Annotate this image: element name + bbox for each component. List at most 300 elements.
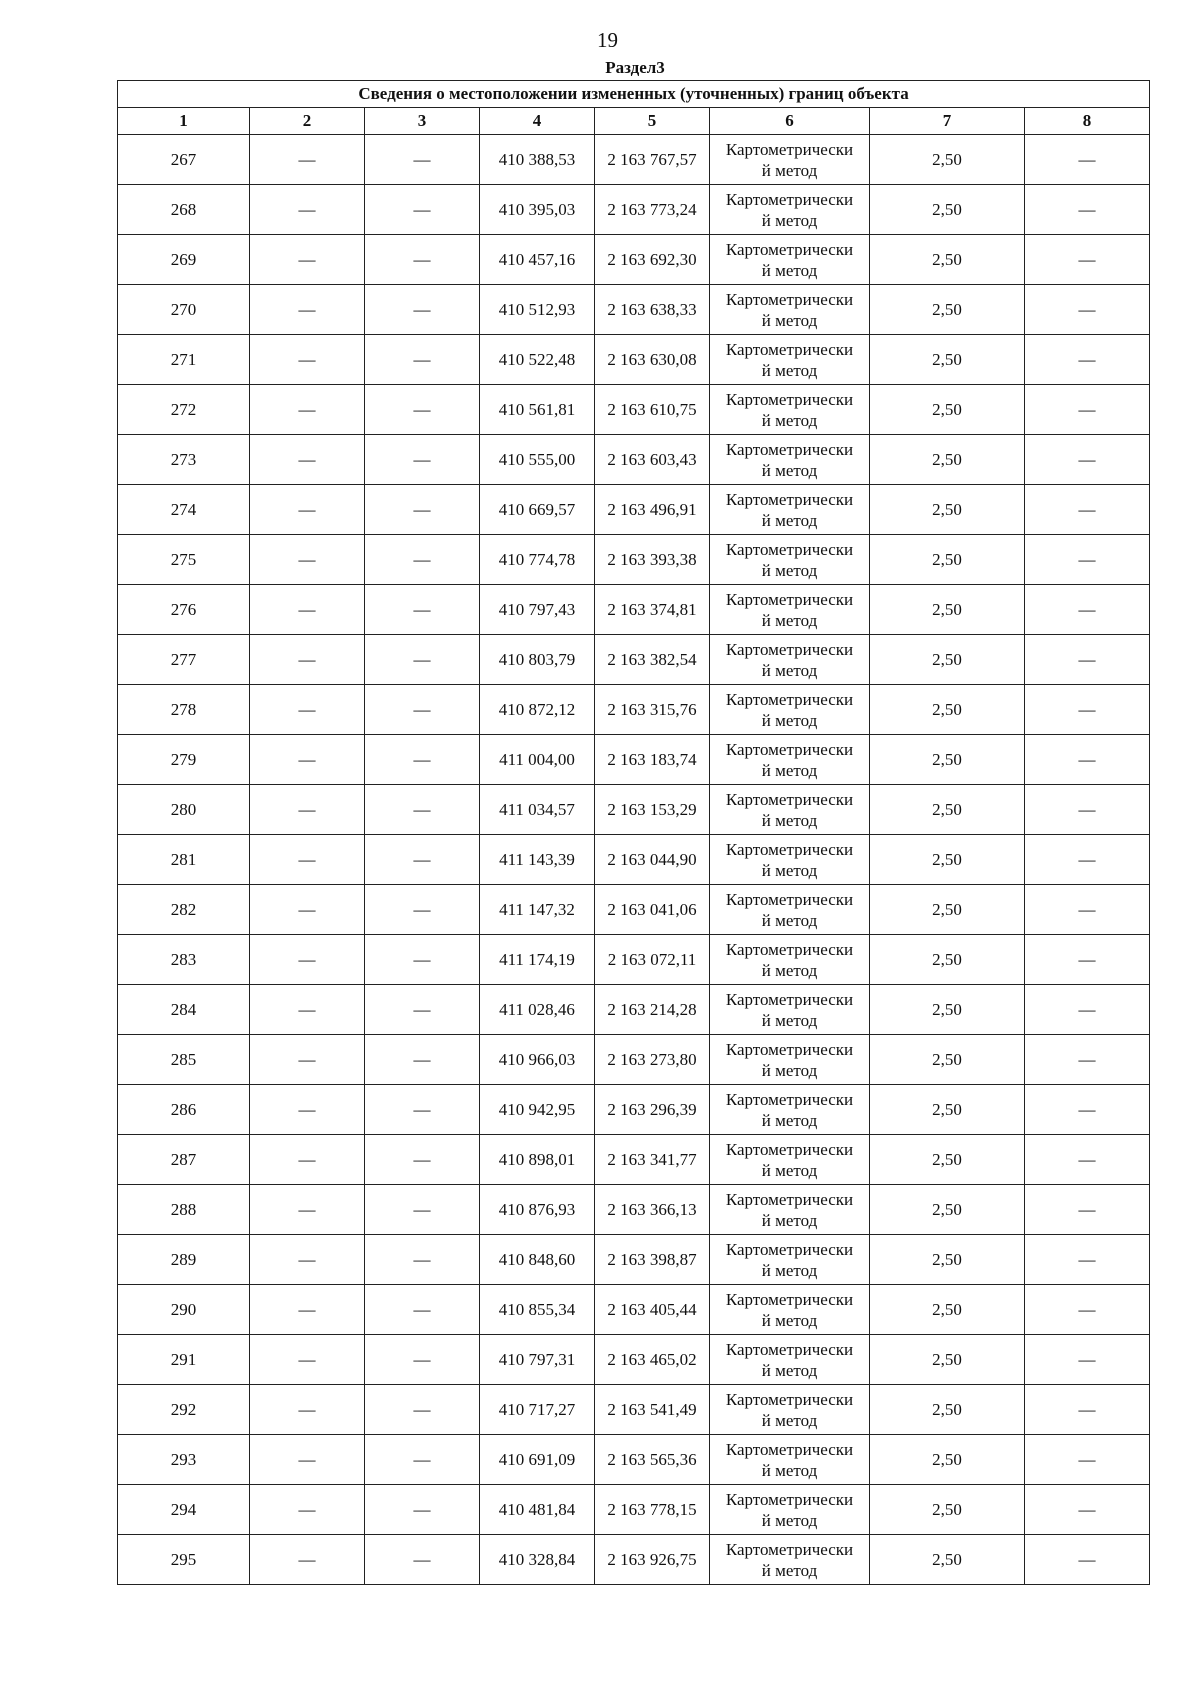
col3-cell: — xyxy=(365,1135,480,1185)
accuracy-cell: 2,50 xyxy=(870,1335,1025,1385)
col8-cell: — xyxy=(1025,285,1150,335)
table-row xyxy=(118,1385,1150,1435)
point-number-cell: 288 xyxy=(118,1185,250,1235)
col8-cell: — xyxy=(1025,185,1150,235)
y-coordinate-cell: 2 163 405,44 xyxy=(595,1285,710,1335)
method-line-2: й метод xyxy=(761,510,818,530)
table-row xyxy=(118,1035,1150,1085)
accuracy-cell: 2,50 xyxy=(870,385,1025,435)
accuracy-cell: 2,50 xyxy=(870,1385,1025,1435)
col2-cell: — xyxy=(250,1035,365,1085)
col2-cell: — xyxy=(250,335,365,385)
method-cell xyxy=(710,1385,870,1435)
method-line-1: Картометрически xyxy=(725,839,854,859)
y-coordinate-cell: 2 163 044,90 xyxy=(595,835,710,885)
y-coordinate-cell: 2 163 778,15 xyxy=(595,1485,710,1535)
column-number: 4 xyxy=(480,108,595,135)
method-line-2: й метод xyxy=(761,210,818,230)
column-number: 8 xyxy=(1025,108,1150,135)
x-coordinate-cell: 410 555,00 xyxy=(480,435,595,485)
table-body xyxy=(118,135,1150,1585)
col2-cell: — xyxy=(250,1535,365,1585)
accuracy-cell: 2,50 xyxy=(870,335,1025,385)
y-coordinate-cell: 2 163 926,75 xyxy=(595,1535,710,1585)
col8-cell: — xyxy=(1025,735,1150,785)
method-line-1: Картометрически xyxy=(725,389,854,409)
col3-cell: — xyxy=(365,1435,480,1485)
method-line-2: й метод xyxy=(761,910,818,930)
method-line-1: Картометрически xyxy=(725,1339,854,1359)
column-number: 1 xyxy=(118,108,250,135)
accuracy-cell: 2,50 xyxy=(870,285,1025,335)
method-line-2: й метод xyxy=(761,260,818,280)
method-cell xyxy=(710,1435,870,1485)
col2-cell: — xyxy=(250,535,365,585)
table-row xyxy=(118,185,1150,235)
y-coordinate-cell: 2 163 183,74 xyxy=(595,735,710,785)
accuracy-cell: 2,50 xyxy=(870,585,1025,635)
col2-cell: — xyxy=(250,785,365,835)
col8-cell: — xyxy=(1025,1035,1150,1085)
y-coordinate-cell: 2 163 630,08 xyxy=(595,335,710,385)
table-row xyxy=(118,285,1150,335)
x-coordinate-cell: 410 876,93 xyxy=(480,1185,595,1235)
accuracy-cell: 2,50 xyxy=(870,685,1025,735)
col2-cell: — xyxy=(250,585,365,635)
col3-cell: — xyxy=(365,535,480,585)
col2-cell: — xyxy=(250,435,365,485)
method-line-2: й метод xyxy=(761,1560,818,1580)
method-line-1: Картометрически xyxy=(725,739,854,759)
col8-cell: — xyxy=(1025,1235,1150,1285)
method-cell xyxy=(710,1285,870,1335)
method-line-1: Картометрически xyxy=(725,1539,854,1559)
method-line-2: й метод xyxy=(761,1060,818,1080)
method-cell xyxy=(710,535,870,585)
y-coordinate-cell: 2 163 541,49 xyxy=(595,1385,710,1435)
point-number-cell: 269 xyxy=(118,235,250,285)
method-cell xyxy=(710,185,870,235)
col3-cell: — xyxy=(365,1535,480,1585)
x-coordinate-cell: 410 481,84 xyxy=(480,1485,595,1535)
accuracy-cell: 2,50 xyxy=(870,635,1025,685)
table-caption: Сведения о местоположении измененных (уточненных) границ объекта xyxy=(118,81,1150,108)
point-number-cell: 289 xyxy=(118,1235,250,1285)
col2-cell: — xyxy=(250,1435,365,1485)
accuracy-cell: 2,50 xyxy=(870,1285,1025,1335)
method-line-1: Картометрически xyxy=(725,1289,854,1309)
y-coordinate-cell: 2 163 393,38 xyxy=(595,535,710,585)
column-number: 5 xyxy=(595,108,710,135)
point-number-cell: 286 xyxy=(118,1085,250,1135)
col3-cell: — xyxy=(365,685,480,735)
method-line-1: Картометрически xyxy=(725,189,854,209)
col3-cell: — xyxy=(365,185,480,235)
col8-cell: — xyxy=(1025,1135,1150,1185)
y-coordinate-cell: 2 163 041,06 xyxy=(595,885,710,935)
y-coordinate-cell: 2 163 692,30 xyxy=(595,235,710,285)
table-row xyxy=(118,235,1150,285)
x-coordinate-cell: 410 717,27 xyxy=(480,1385,595,1435)
table-row xyxy=(118,1285,1150,1335)
col8-cell: — xyxy=(1025,835,1150,885)
x-coordinate-cell: 410 512,93 xyxy=(480,285,595,335)
x-coordinate-cell: 410 803,79 xyxy=(480,635,595,685)
col8-cell: — xyxy=(1025,335,1150,385)
accuracy-cell: 2,50 xyxy=(870,1435,1025,1485)
col3-cell: — xyxy=(365,1035,480,1085)
method-cell xyxy=(710,735,870,785)
method-line-2: й метод xyxy=(761,560,818,580)
col8-cell: — xyxy=(1025,635,1150,685)
method-cell xyxy=(710,235,870,285)
y-coordinate-cell: 2 163 767,57 xyxy=(595,135,710,185)
method-cell xyxy=(710,285,870,335)
point-number-cell: 280 xyxy=(118,785,250,835)
y-coordinate-cell: 2 163 366,13 xyxy=(595,1185,710,1235)
method-line-1: Картометрически xyxy=(725,339,854,359)
col2-cell: — xyxy=(250,285,365,335)
method-line-1: Картометрически xyxy=(725,1439,854,1459)
x-coordinate-cell: 411 174,19 xyxy=(480,935,595,985)
accuracy-cell: 2,50 xyxy=(870,135,1025,185)
accuracy-cell: 2,50 xyxy=(870,735,1025,785)
point-number-cell: 268 xyxy=(118,185,250,235)
y-coordinate-cell: 2 163 296,39 xyxy=(595,1085,710,1135)
col8-cell: — xyxy=(1025,1435,1150,1485)
column-number: 7 xyxy=(870,108,1025,135)
method-line-2: й метод xyxy=(761,710,818,730)
col8-cell: — xyxy=(1025,985,1150,1035)
method-cell xyxy=(710,135,870,185)
x-coordinate-cell: 410 522,48 xyxy=(480,335,595,385)
point-number-cell: 278 xyxy=(118,685,250,735)
accuracy-cell: 2,50 xyxy=(870,535,1025,585)
method-line-2: й метод xyxy=(761,810,818,830)
x-coordinate-cell: 410 848,60 xyxy=(480,1235,595,1285)
x-coordinate-cell: 410 942,95 xyxy=(480,1085,595,1135)
col3-cell: — xyxy=(365,1235,480,1285)
method-line-1: Картометрически xyxy=(725,939,854,959)
accuracy-cell: 2,50 xyxy=(870,1535,1025,1585)
method-line-2: й метод xyxy=(761,960,818,980)
method-line-1: Картометрически xyxy=(725,239,854,259)
x-coordinate-cell: 411 028,46 xyxy=(480,985,595,1035)
col3-cell: — xyxy=(365,285,480,335)
accuracy-cell: 2,50 xyxy=(870,835,1025,885)
col2-cell: — xyxy=(250,1235,365,1285)
y-coordinate-cell: 2 163 341,77 xyxy=(595,1135,710,1185)
method-cell xyxy=(710,985,870,1035)
x-coordinate-cell: 410 898,01 xyxy=(480,1135,595,1185)
x-coordinate-cell: 410 328,84 xyxy=(480,1535,595,1585)
method-line-1: Картометрически xyxy=(725,139,854,159)
col8-cell: — xyxy=(1025,235,1150,285)
table-row xyxy=(118,335,1150,385)
col2-cell: — xyxy=(250,135,365,185)
table-row xyxy=(118,1335,1150,1385)
accuracy-cell: 2,50 xyxy=(870,935,1025,985)
x-coordinate-cell: 410 669,57 xyxy=(480,485,595,535)
col2-cell: — xyxy=(250,185,365,235)
method-line-2: й метод xyxy=(761,860,818,880)
table-row xyxy=(118,885,1150,935)
x-coordinate-cell: 411 143,39 xyxy=(480,835,595,885)
method-line-2: й метод xyxy=(761,1210,818,1230)
method-cell xyxy=(710,1135,870,1185)
method-line-1: Картометрически xyxy=(725,289,854,309)
accuracy-cell: 2,50 xyxy=(870,435,1025,485)
point-number-cell: 292 xyxy=(118,1385,250,1435)
method-cell xyxy=(710,1185,870,1235)
method-line-1: Картометрически xyxy=(725,789,854,809)
x-coordinate-cell: 410 872,12 xyxy=(480,685,595,735)
col2-cell: — xyxy=(250,735,365,785)
method-line-2: й метод xyxy=(761,1160,818,1180)
x-coordinate-cell: 410 966,03 xyxy=(480,1035,595,1085)
accuracy-cell: 2,50 xyxy=(870,885,1025,935)
table-row xyxy=(118,835,1150,885)
col2-cell: — xyxy=(250,1135,365,1185)
x-coordinate-cell: 410 457,16 xyxy=(480,235,595,285)
col3-cell: — xyxy=(365,435,480,485)
point-number-cell: 272 xyxy=(118,385,250,435)
x-coordinate-cell: 410 797,43 xyxy=(480,585,595,635)
table-row xyxy=(118,935,1150,985)
col8-cell: — xyxy=(1025,1335,1150,1385)
col2-cell: — xyxy=(250,235,365,285)
col3-cell: — xyxy=(365,1385,480,1435)
method-line-2: й метод xyxy=(761,1460,818,1480)
method-line-2: й метод xyxy=(761,160,818,180)
accuracy-cell: 2,50 xyxy=(870,1135,1025,1185)
method-line-2: й метод xyxy=(761,1010,818,1030)
method-line-1: Картометрически xyxy=(725,1389,854,1409)
point-number-cell: 276 xyxy=(118,585,250,635)
x-coordinate-cell: 410 395,03 xyxy=(480,185,595,235)
method-line-2: й метод xyxy=(761,310,818,330)
point-number-cell: 291 xyxy=(118,1335,250,1385)
method-line-1: Картометрически xyxy=(725,689,854,709)
col3-cell: — xyxy=(365,885,480,935)
table-row xyxy=(118,1135,1150,1185)
col3-cell: — xyxy=(365,635,480,685)
accuracy-cell: 2,50 xyxy=(870,1235,1025,1285)
table-row xyxy=(118,485,1150,535)
col3-cell: — xyxy=(365,235,480,285)
method-line-2: й метод xyxy=(761,460,818,480)
method-cell xyxy=(710,835,870,885)
method-line-2: й метод xyxy=(761,360,818,380)
table-row xyxy=(118,435,1150,485)
col3-cell: — xyxy=(365,835,480,885)
x-coordinate-cell: 411 034,57 xyxy=(480,785,595,835)
col2-cell: — xyxy=(250,485,365,535)
method-line-1: Картометрически xyxy=(725,639,854,659)
point-number-cell: 295 xyxy=(118,1535,250,1585)
method-line-1: Картометрически xyxy=(725,1089,854,1109)
method-cell xyxy=(710,385,870,435)
y-coordinate-cell: 2 163 214,28 xyxy=(595,985,710,1035)
method-line-2: й метод xyxy=(761,1410,818,1430)
col3-cell: — xyxy=(365,1185,480,1235)
col2-cell: — xyxy=(250,685,365,735)
x-coordinate-cell: 410 691,09 xyxy=(480,1435,595,1485)
method-line-1: Картометрически xyxy=(725,1489,854,1509)
method-line-1: Картометрически xyxy=(725,539,854,559)
table-row xyxy=(118,1235,1150,1285)
method-line-1: Картометрически xyxy=(725,1139,854,1159)
y-coordinate-cell: 2 163 496,91 xyxy=(595,485,710,535)
method-line-1: Картометрически xyxy=(725,1189,854,1209)
table-row xyxy=(118,1185,1150,1235)
col2-cell: — xyxy=(250,1485,365,1535)
col2-cell: — xyxy=(250,635,365,685)
accuracy-cell: 2,50 xyxy=(870,1485,1025,1535)
col2-cell: — xyxy=(250,1385,365,1435)
table-row xyxy=(118,785,1150,835)
accuracy-cell: 2,50 xyxy=(870,785,1025,835)
point-number-cell: 294 xyxy=(118,1485,250,1535)
method-line-1: Картометрически xyxy=(725,1239,854,1259)
method-line-2: й метод xyxy=(761,610,818,630)
column-number-row xyxy=(118,108,1150,135)
y-coordinate-cell: 2 163 773,24 xyxy=(595,185,710,235)
col8-cell: — xyxy=(1025,1385,1150,1435)
table-row xyxy=(118,985,1150,1035)
method-line-2: й метод xyxy=(761,1510,818,1530)
point-number-cell: 281 xyxy=(118,835,250,885)
y-coordinate-cell: 2 163 610,75 xyxy=(595,385,710,435)
table-row xyxy=(118,585,1150,635)
col8-cell: — xyxy=(1025,485,1150,535)
col8-cell: — xyxy=(1025,585,1150,635)
col2-cell: — xyxy=(250,835,365,885)
method-line-2: й метод xyxy=(761,660,818,680)
col3-cell: — xyxy=(365,585,480,635)
accuracy-cell: 2,50 xyxy=(870,235,1025,285)
col3-cell: — xyxy=(365,785,480,835)
col2-cell: — xyxy=(250,885,365,935)
col3-cell: — xyxy=(365,1485,480,1535)
y-coordinate-cell: 2 163 072,11 xyxy=(595,935,710,985)
section-title: Раздел3 xyxy=(605,58,665,77)
column-number: 3 xyxy=(365,108,480,135)
col2-cell: — xyxy=(250,1085,365,1135)
y-coordinate-cell: 2 163 603,43 xyxy=(595,435,710,485)
col3-cell: — xyxy=(365,335,480,385)
method-cell xyxy=(710,1085,870,1135)
col8-cell: — xyxy=(1025,785,1150,835)
col2-cell: — xyxy=(250,1335,365,1385)
point-number-cell: 267 xyxy=(118,135,250,185)
col3-cell: — xyxy=(365,735,480,785)
col3-cell: — xyxy=(365,985,480,1035)
x-coordinate-cell: 410 561,81 xyxy=(480,385,595,435)
col2-cell: — xyxy=(250,385,365,435)
col8-cell: — xyxy=(1025,135,1150,185)
col2-cell: — xyxy=(250,985,365,1035)
x-coordinate-cell: 410 774,78 xyxy=(480,535,595,585)
method-line-1: Картометрически xyxy=(725,489,854,509)
method-line-2: й метод xyxy=(761,1310,818,1330)
col3-cell: — xyxy=(365,485,480,535)
page-number: 19 xyxy=(597,28,618,52)
point-number-cell: 287 xyxy=(118,1135,250,1185)
coordinates-table xyxy=(117,80,1150,1585)
col3-cell: — xyxy=(365,135,480,185)
x-coordinate-cell: 410 797,31 xyxy=(480,1335,595,1385)
point-number-cell: 273 xyxy=(118,435,250,485)
col2-cell: — xyxy=(250,1285,365,1335)
table-row xyxy=(118,1485,1150,1535)
col8-cell: — xyxy=(1025,385,1150,435)
table-row xyxy=(118,635,1150,685)
y-coordinate-cell: 2 163 465,02 xyxy=(595,1335,710,1385)
method-line-2: й метод xyxy=(761,410,818,430)
table-row xyxy=(118,1085,1150,1135)
point-number-cell: 275 xyxy=(118,535,250,585)
col3-cell: — xyxy=(365,935,480,985)
accuracy-cell: 2,50 xyxy=(870,485,1025,535)
col8-cell: — xyxy=(1025,885,1150,935)
y-coordinate-cell: 2 163 565,36 xyxy=(595,1435,710,1485)
point-number-cell: 274 xyxy=(118,485,250,535)
method-line-2: й метод xyxy=(761,1110,818,1130)
y-coordinate-cell: 2 163 374,81 xyxy=(595,585,710,635)
point-number-cell: 285 xyxy=(118,1035,250,1085)
table-row xyxy=(118,135,1150,185)
accuracy-cell: 2,50 xyxy=(870,1185,1025,1235)
accuracy-cell: 2,50 xyxy=(870,985,1025,1035)
y-coordinate-cell: 2 163 638,33 xyxy=(595,285,710,335)
method-cell xyxy=(710,635,870,685)
method-cell xyxy=(710,935,870,985)
col2-cell: — xyxy=(250,935,365,985)
table-row xyxy=(118,1435,1150,1485)
x-coordinate-cell: 411 147,32 xyxy=(480,885,595,935)
method-line-1: Картометрически xyxy=(725,989,854,1009)
method-cell xyxy=(710,885,870,935)
x-coordinate-cell: 411 004,00 xyxy=(480,735,595,785)
point-number-cell: 270 xyxy=(118,285,250,335)
col2-cell: — xyxy=(250,1185,365,1235)
method-line-1: Картометрически xyxy=(725,589,854,609)
column-number: 6 xyxy=(710,108,870,135)
table-row xyxy=(118,535,1150,585)
method-cell xyxy=(710,1335,870,1385)
point-number-cell: 277 xyxy=(118,635,250,685)
table-row xyxy=(118,1535,1150,1585)
col3-cell: — xyxy=(365,1335,480,1385)
y-coordinate-cell: 2 163 382,54 xyxy=(595,635,710,685)
method-line-2: й метод xyxy=(761,1260,818,1280)
table-row xyxy=(118,685,1150,735)
y-coordinate-cell: 2 163 315,76 xyxy=(595,685,710,735)
method-line-1: Картометрически xyxy=(725,439,854,459)
accuracy-cell: 2,50 xyxy=(870,1035,1025,1085)
method-line-1: Картометрически xyxy=(725,889,854,909)
method-line-2: й метод xyxy=(761,760,818,780)
column-number: 2 xyxy=(250,108,365,135)
method-cell xyxy=(710,785,870,835)
accuracy-cell: 2,50 xyxy=(870,1085,1025,1135)
table-row xyxy=(118,385,1150,435)
point-number-cell: 271 xyxy=(118,335,250,385)
point-number-cell: 279 xyxy=(118,735,250,785)
method-cell xyxy=(710,1035,870,1085)
col3-cell: — xyxy=(365,385,480,435)
